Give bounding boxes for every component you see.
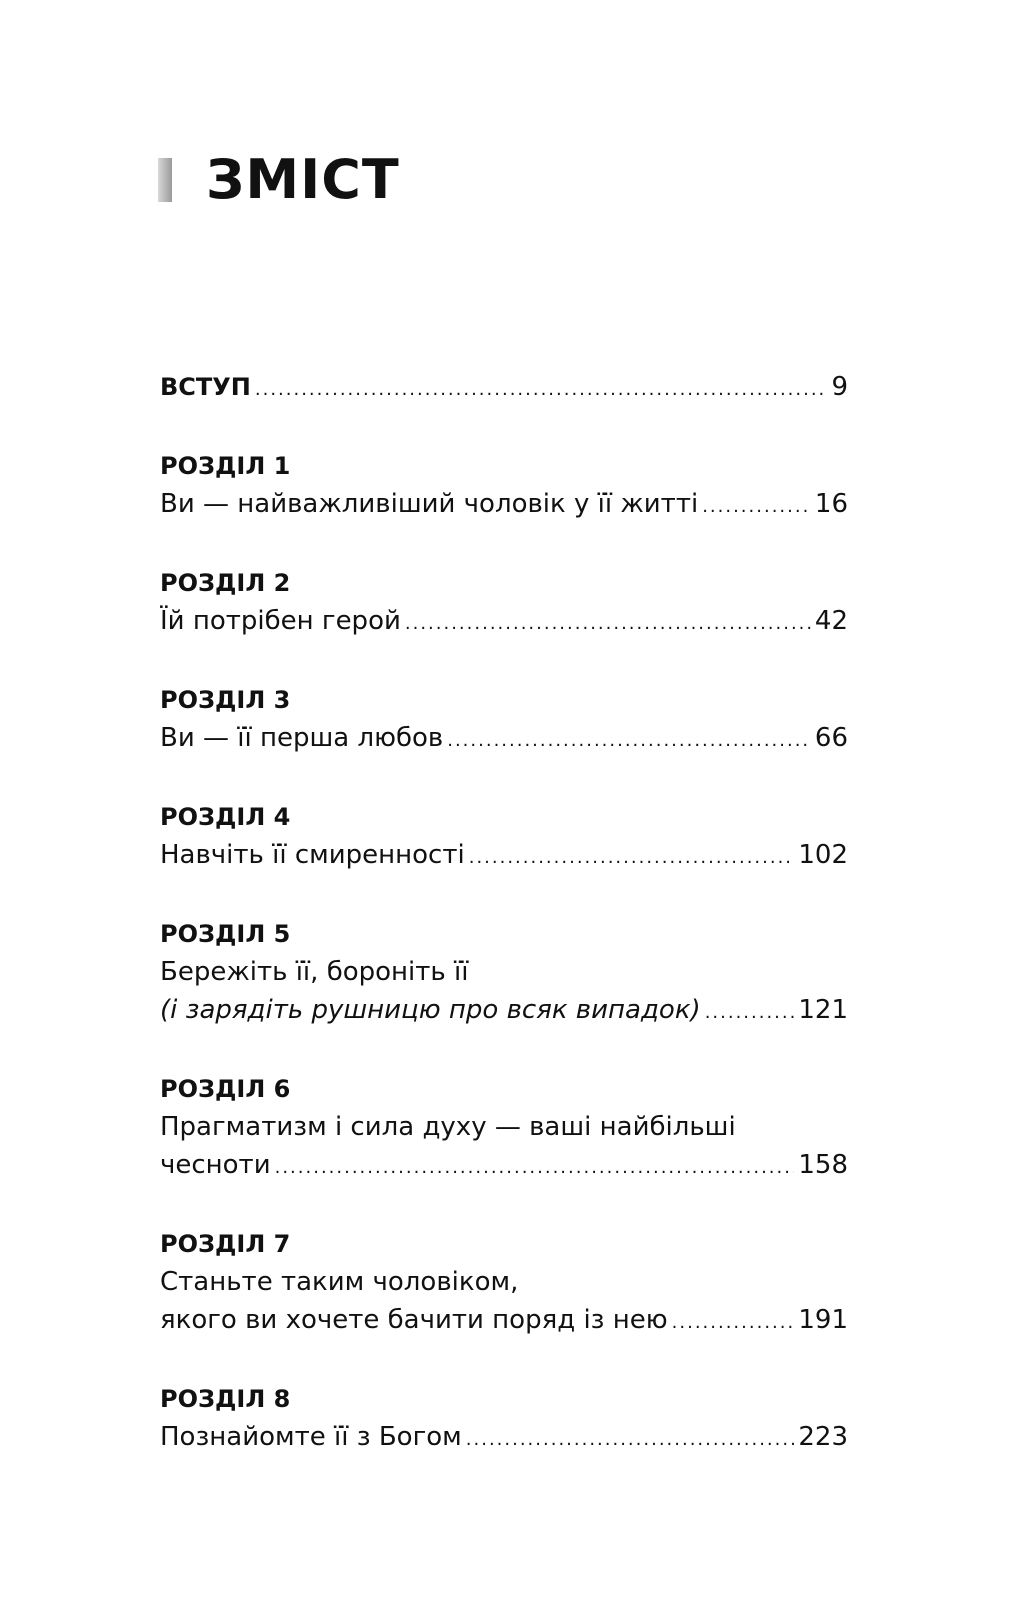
toc-line	[160, 602, 848, 643]
chapter-title: Ви — її перша любов	[160, 723, 444, 753]
leader-dots	[447, 722, 811, 760]
leader-dots	[275, 1149, 795, 1187]
toc-line	[160, 485, 848, 526]
table-of-contents	[160, 368, 848, 1497]
chapter-label: РОЗДІЛ 8	[160, 1385, 291, 1413]
toc-entry-chapter-3	[160, 681, 848, 760]
toc-entry-chapter-2	[160, 564, 848, 643]
chapter-page-number: 121	[798, 995, 848, 1025]
chapter-label: РОЗДІЛ 1	[160, 452, 291, 480]
toc-line	[160, 1146, 848, 1187]
chapter-page-number: 16	[814, 489, 848, 519]
chapter-title: Навчіть її смиренності	[160, 840, 465, 870]
chapter-label: РОЗДІЛ 3	[160, 686, 291, 714]
chapter-label: РОЗДІЛ 7	[160, 1230, 291, 1258]
toc-line-intro	[160, 368, 848, 409]
chapter-title-line-1: Прагматизм і сила духу — ваші найбільші	[160, 1112, 736, 1142]
toc-entry-chapter-1	[160, 447, 848, 526]
chapter-page-number: 223	[798, 1422, 848, 1452]
leader-dots	[405, 605, 811, 643]
toc-entry-chapter-6	[160, 1070, 848, 1187]
chapter-title-line-2: якого ви хочете бачити поряд із нею	[160, 1305, 668, 1335]
toc-line	[160, 991, 848, 1032]
chapter-title-line-1: Бережіть її, бороніть її	[160, 957, 469, 987]
intro-page-number: 9	[831, 372, 848, 402]
chapter-label: РОЗДІЛ 6	[160, 1075, 291, 1103]
toc-line	[160, 719, 848, 760]
page-title: ЗМІСТ	[206, 148, 400, 211]
title-accent-bar	[158, 158, 172, 202]
title-row	[158, 150, 400, 210]
chapter-label: РОЗДІЛ 2	[160, 569, 291, 597]
chapter-page-number: 66	[814, 723, 848, 753]
toc-entry-chapter-8	[160, 1380, 848, 1459]
toc-entry-chapter-7	[160, 1225, 848, 1342]
toc-entry-chapter-4	[160, 798, 848, 877]
chapter-label: РОЗДІЛ 4	[160, 803, 291, 831]
toc-entry-chapter-5	[160, 915, 848, 1032]
chapter-page-number: 158	[798, 1150, 848, 1180]
leader-dots	[705, 994, 795, 1032]
chapter-title: Ви — найважливіший чоловік у її житті	[160, 489, 699, 519]
chapter-title: Познайомте її з Богом	[160, 1422, 462, 1452]
leader-dots	[672, 1304, 795, 1342]
toc-entry-intro	[160, 368, 848, 409]
chapter-page-number: 191	[798, 1305, 848, 1335]
chapter-label: РОЗДІЛ 5	[160, 920, 291, 948]
chapter-subtitle: (і зарядіть рушницю про всяк випадок)	[160, 995, 701, 1025]
chapter-title-line-2: чесноти	[160, 1150, 271, 1180]
toc-line	[160, 1301, 848, 1342]
intro-label: ВСТУП	[160, 373, 251, 401]
leader-dots	[469, 839, 795, 877]
chapter-title: Їй потрібен герой	[160, 606, 401, 636]
chapter-page-number: 42	[814, 606, 848, 636]
chapter-title-line-1: Станьте таким чоловіком,	[160, 1267, 519, 1297]
leader-dots	[255, 371, 828, 409]
leader-dots	[466, 1421, 795, 1459]
toc-line	[160, 1418, 848, 1459]
chapter-page-number: 102	[798, 840, 848, 870]
leader-dots	[702, 488, 811, 526]
toc-line	[160, 836, 848, 877]
